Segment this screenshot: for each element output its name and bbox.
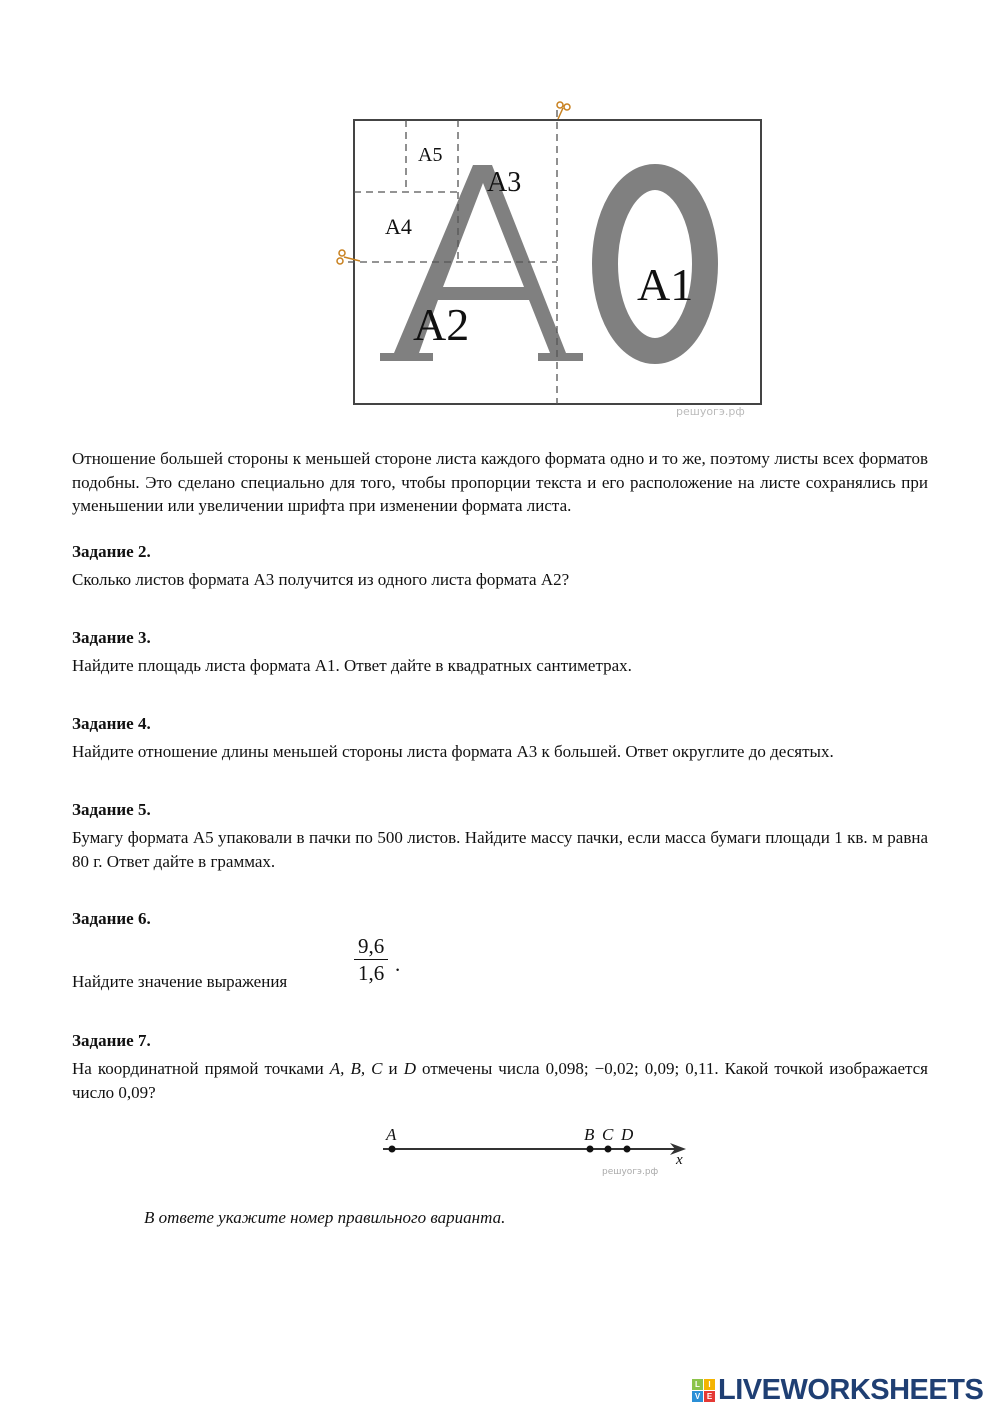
number-line-wrap — [370, 1116, 928, 1178]
task-6-title: Задание 6. — [72, 909, 151, 928]
label-x: x — [676, 1152, 683, 1168]
task-2-text: Сколько листов формата А3 получится из одного листа формата А2? — [72, 570, 570, 589]
fraction-period: . — [395, 951, 401, 976]
point-c — [605, 1146, 612, 1153]
task-7-and: и — [382, 1059, 404, 1078]
worksheet-content — [72, 447, 928, 1230]
point-b — [587, 1146, 594, 1153]
a1-label: A1 — [637, 259, 694, 310]
fraction-denominator: 1,6 — [358, 960, 385, 985]
a3-label: A3 — [487, 167, 522, 198]
scissors-icon — [557, 102, 570, 119]
task-6-text: Найдите значение выражения — [72, 971, 288, 991]
label-d: D — [621, 1125, 634, 1144]
logo-tile: L — [692, 1379, 703, 1390]
task-7-text-a: На координатной прямой точками — [72, 1059, 330, 1078]
logo-tile: V — [692, 1391, 703, 1402]
a5-label: A5 — [418, 144, 443, 166]
point-d — [624, 1146, 631, 1153]
a4-label: A4 — [385, 214, 412, 239]
task-4-text: Найдите отношение длины меньшей стороны листа формата А3 к большей. Ответ округлите до десятых. — [72, 742, 834, 761]
task-7-text-b: отмечены числа 0,098; −0,02; 0,09; 0,11. Какой точкой изображается число 0,09? — [72, 1059, 928, 1102]
intro-paragraph: Отношение большей стороны к меньшей стороне листа каждого формата одно и то же, поэтому листы всех форматов подобны. Это сделано специально для того, чтобы пропорции текста и его расположение на листе сохранялись при уменьшении или увеличении шрифта при изменении формата листа. — [72, 449, 928, 515]
logo-tiles — [692, 1379, 715, 1402]
task-3-title: Задание 3. — [72, 627, 151, 647]
label-b: B — [584, 1125, 595, 1144]
liveworksheets-logo — [692, 1374, 983, 1407]
task-5-text: Бумагу формата А5 упаковали в пачки по 500 листов. Найдите массу пачки, если масса бумаги площади 1 кв. м равна 80 г. Ответ дайте в граммах. — [72, 828, 928, 871]
task-3-text: Найдите площадь листа формата А1. Ответ дайте в квадратных сантиметрах. — [72, 656, 632, 675]
letter-a-shape — [380, 165, 583, 361]
task-4-title: Задание 4. — [72, 713, 151, 733]
a2-label: A2 — [413, 299, 470, 350]
point-a — [389, 1146, 396, 1153]
task-6-row — [72, 933, 928, 995]
fraction-numerator: 9,6 — [354, 933, 388, 960]
logo-text: LIVEWORKSHEETS — [718, 1374, 984, 1406]
answer-note: В ответе укажите номер правильного варианта. — [144, 1208, 506, 1227]
diagram-watermark: решуогэ.рф — [676, 405, 745, 418]
number-line-watermark: решуогэ.рф — [602, 1167, 659, 1177]
label-c: C — [602, 1125, 614, 1144]
logo-tile: I — [704, 1379, 715, 1390]
task-7-text — [72, 1057, 928, 1104]
task-7-point-d: D — [403, 1059, 416, 1078]
paper-formats-diagram — [330, 95, 780, 420]
task-2-title: Задание 2. — [72, 541, 151, 561]
number-line — [370, 1116, 700, 1178]
task-7-points: A, B, C — [329, 1059, 383, 1078]
task-7-title: Задание 7. — [72, 1030, 151, 1050]
task-5-title: Задание 5. — [72, 799, 151, 819]
fraction-expression — [354, 933, 388, 986]
logo-tile: E — [704, 1391, 715, 1402]
label-a: A — [386, 1125, 397, 1144]
